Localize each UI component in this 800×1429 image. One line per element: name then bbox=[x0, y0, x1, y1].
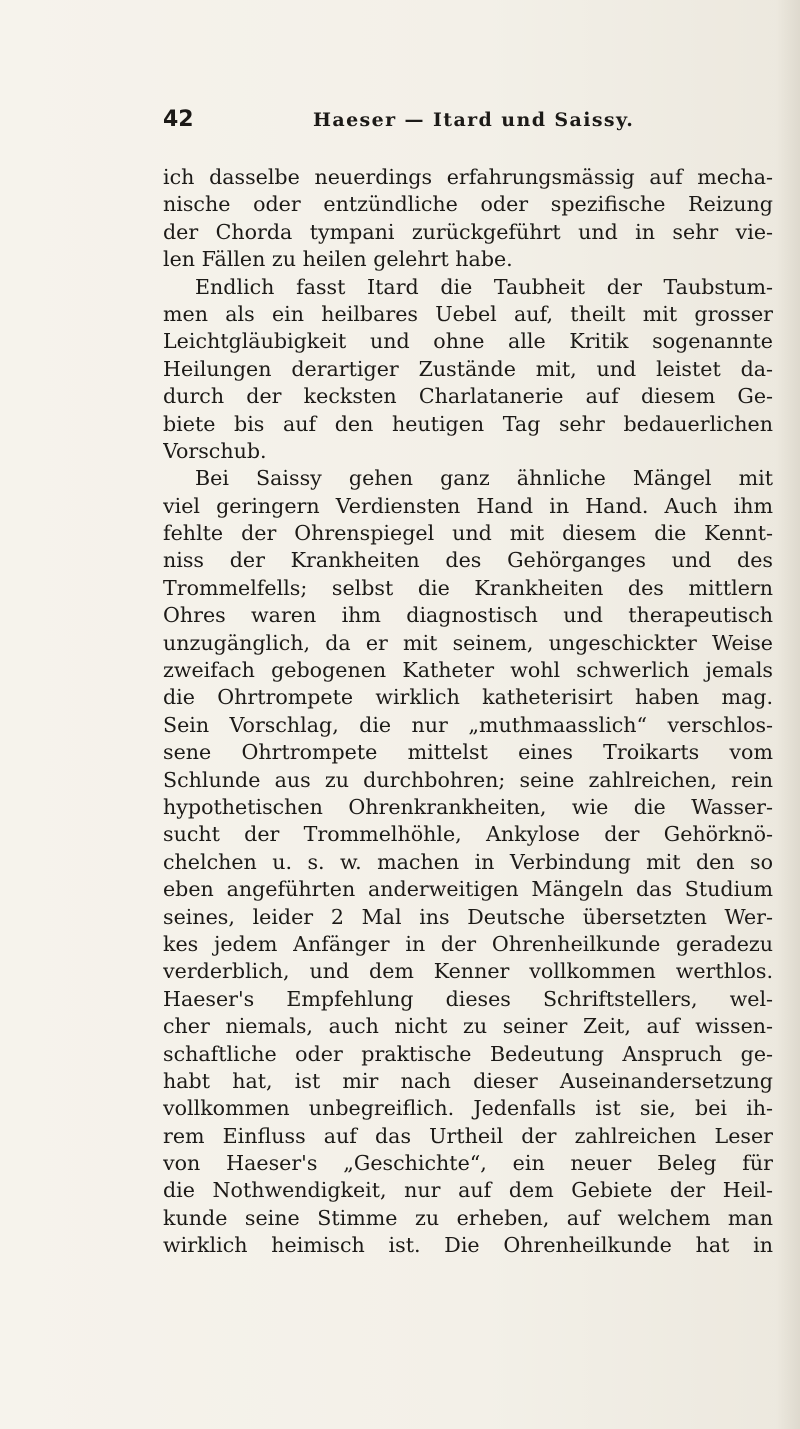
text-line: Ohres waren ihm diagnostisch und therapeutisch bbox=[163, 603, 773, 628]
text-line: Haeser's Empfehlung dieses Schriftstellers, wel- bbox=[163, 986, 773, 1011]
text-line: men als ein heilbares Uebel auf, theilt mit grosser bbox=[163, 301, 773, 326]
text-line: vollkommen unbegreiflich. Jedenfalls ist sie, bei ih- bbox=[163, 1096, 773, 1121]
text-line: hypothetischen Ohrenkrankheiten, wie die Wasser- bbox=[163, 794, 773, 819]
text-line: wirklich heimisch ist. Die Ohrenheilkunde hat in bbox=[163, 1233, 773, 1258]
body-text bbox=[163, 164, 773, 1260]
text-line: nische oder entzündliche oder spezifische Reizung bbox=[163, 192, 773, 217]
text-line: cher niemals, auch nicht zu seiner Zeit, auf wissen- bbox=[163, 1014, 773, 1039]
text-line: kunde seine Stimme zu erheben, auf welchem man bbox=[163, 1205, 773, 1230]
text-line: Heilungen derartiger Zustände mit, und leistet da- bbox=[163, 356, 773, 381]
text-line: Endlich fasst Itard die Taubheit der Taubstum- bbox=[195, 274, 773, 299]
text-line: seines, leider 2 Mal ins Deutsche übersetzten Wer- bbox=[163, 904, 773, 929]
text-line: schaftliche oder praktische Bedeutung Anspruch ge- bbox=[163, 1041, 773, 1066]
text-line: sene Ohrtrompete mittelst eines Troikarts vom bbox=[163, 740, 773, 765]
text-line: Leichtgläubigkeit und ohne alle Kritik sogenannte bbox=[163, 329, 773, 354]
text-line: unzugänglich, da er mit seinem, ungeschickter Weise bbox=[163, 630, 773, 655]
text-line: eben angeführten anderweitigen Mängeln das Studium bbox=[163, 877, 773, 902]
text-line: viel geringern Verdiensten Hand in Hand. Auch ihm bbox=[163, 493, 773, 518]
text-line: von Haeser's „Geschichte“, ein neuer Beleg für bbox=[163, 1151, 773, 1176]
page-number: 42 bbox=[163, 107, 194, 132]
text-line: ich dasselbe neuerdings erfahrungsmässig auf mecha- bbox=[163, 165, 773, 189]
text-line: Schlunde aus zu durchbohren; seine zahlreichen, rein bbox=[163, 767, 773, 792]
text-line: len Fällen zu heilen gelehrt habe. bbox=[163, 247, 513, 272]
text-line: sucht der Trommelhöhle, Ankylose der Gehörknö- bbox=[163, 822, 773, 847]
text-line: Bei Saissy gehen ganz ähnliche Mängel mit bbox=[195, 466, 773, 491]
text-line: die Ohrtrompete wirklich katheterisirt haben mag. bbox=[163, 685, 773, 710]
text-line: niss der Krankheiten des Gehörganges und des bbox=[163, 548, 773, 573]
text-line: kes jedem Anfänger in der Ohrenheilkunde geradezu bbox=[163, 931, 773, 956]
text-line: Trommelfells; selbst die Krankheiten des mittlern bbox=[163, 575, 773, 600]
text-line: rem Einfluss auf das Urtheil der zahlreichen Leser bbox=[163, 1123, 773, 1148]
text-line: durch der kecksten Charlatanerie auf diesem Ge- bbox=[163, 384, 773, 409]
text-line: habt hat, ist mir nach dieser Auseinandersetzung bbox=[163, 1068, 773, 1093]
text-line: Sein Vorschlag, die nur „muthmaasslich“ verschlos- bbox=[163, 712, 773, 737]
running-head: Haeser — Itard und Saissy. bbox=[313, 109, 635, 131]
text-line: Vorschub. bbox=[163, 438, 267, 463]
text-line: verderblich, und dem Kenner vollkommen werthlos. bbox=[163, 959, 773, 984]
text-line: chelchen u. s. w. machen in Verbindung mit den so bbox=[163, 849, 773, 874]
page-header bbox=[163, 107, 643, 143]
text-line: biete bis auf den heutigen Tag sehr bedauerlichen bbox=[163, 411, 773, 436]
text-line: die Nothwendigkeit, nur auf dem Gebiete der Heil- bbox=[163, 1178, 773, 1203]
page-edge-shadow bbox=[776, 0, 800, 1429]
text-line: der Chorda tympani zurückgeführt und in sehr vie- bbox=[163, 219, 773, 244]
text-line: fehlte der Ohrenspiegel und mit diesem die Kennt- bbox=[163, 521, 773, 546]
text-line: zweifach gebogenen Katheter wohl schwerlich jemals bbox=[163, 658, 773, 683]
